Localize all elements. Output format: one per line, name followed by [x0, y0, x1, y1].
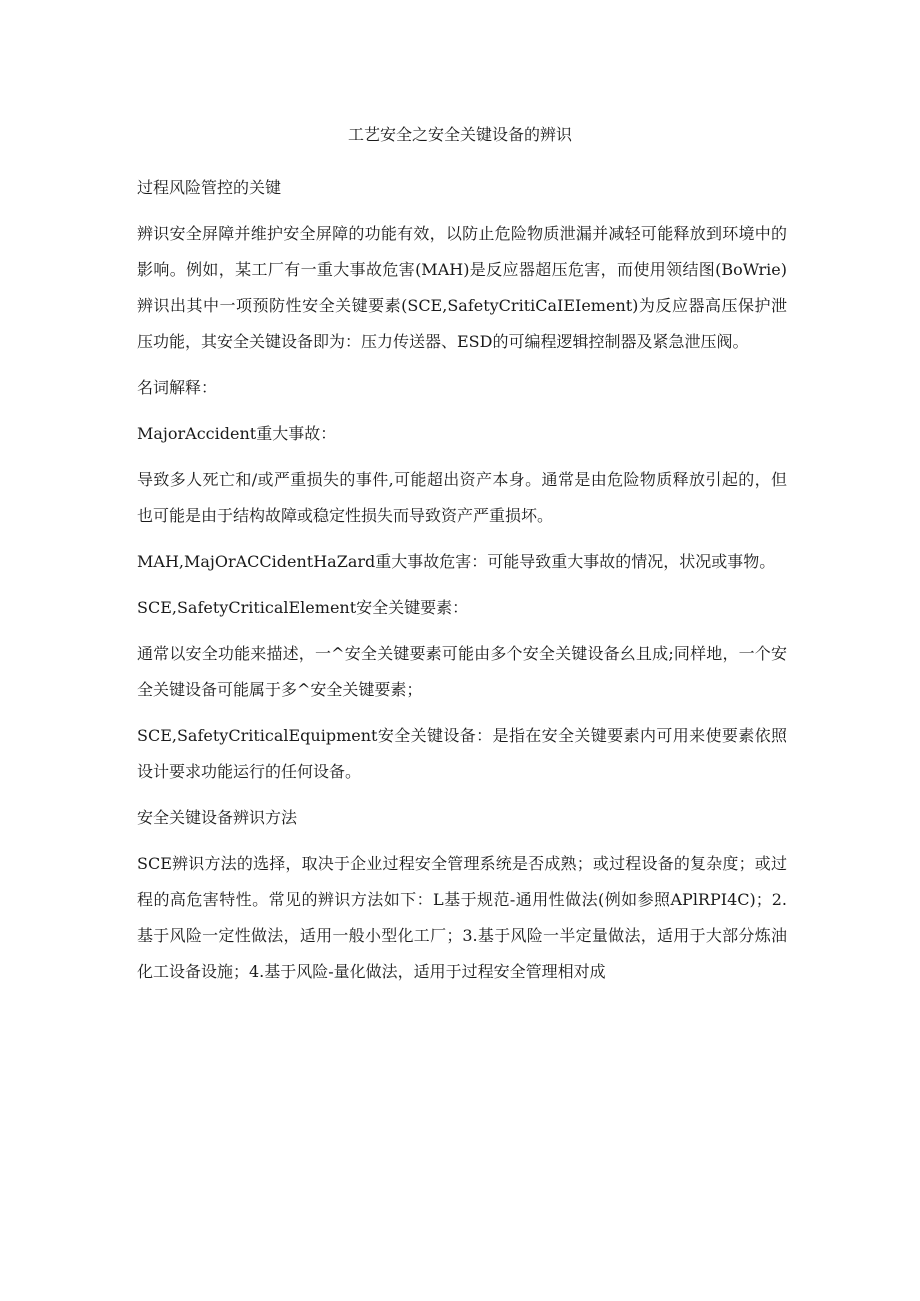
term-sce-element: SCE,SafetyCriticalElement安全关键要素： — [137, 598, 469, 617]
paragraph-intro: 辨识安全屏障并维护安全屏障的功能有效，以防止危险物质泄漏并减轻可能释放到环境中的影响。例如，某工厂有一重大事故危害(MAH)是反应器超压危害，而使用领结图(BoWrie)辨识出其中一项预防性安全关键要素(SCE,SafetyCritiCaIEIement)为反应器高压保护泄压功能，其安全关键设备即为：压力传送器、ESD的可编程逻辑控制器及紧急泄压阀。 — [137, 224, 787, 351]
document-body — [137, 170, 787, 1000]
definition-major-accident: 导致多人死亡和/或严重损失的事件,可能超出资产本身。通常是由危险物质释放引起的，但也可能是由于结构故障或稳定性损失而导致资产严重损坏。 — [137, 470, 787, 525]
term-major-accident: MajorAccident重大事故： — [137, 424, 337, 443]
definition-sce-element: 通常以安全功能来描述，一^安全关键要素可能由多个安全关键设备幺且成;同样地，一个安全关键设备可能属于多^安全关键要素； — [137, 644, 787, 699]
section-heading-glossary: 名词解释： — [137, 378, 218, 397]
term-sce-equipment: SCE,SafetyCriticalEquipment安全关键设备：是指在安全关键要素内可用来使要素依照设计要求功能运行的任何设备。 — [137, 726, 787, 781]
paragraph-identification-methods: SCE辨识方法的选择，取决于企业过程安全管理系统是否成熟；或过程设备的复杂度；或过程的高危害特性。常见的辨识方法如下：L基于规范-通用性做法(例如参照APlRPI4C)；2.基于风险一定性做法，适用一般小型化工厂；3.基于风险一半定量做法，适用于大部分炼油化工设备设施；4.基于风险-量化做法，适用于过程安全管理相对成 — [137, 854, 787, 981]
term-mah: MAH,MajOrACCidentHaZard重大事故危害：可能导致重大事故的情况，状况或事物。 — [137, 552, 776, 571]
section-heading-risk-control: 过程风险管控的关键 — [137, 178, 282, 197]
section-heading-identification-methods: 安全关键设备辨识方法 — [137, 808, 298, 827]
document-title: 工艺安全之安全关键设备的辨识 — [347, 125, 572, 144]
